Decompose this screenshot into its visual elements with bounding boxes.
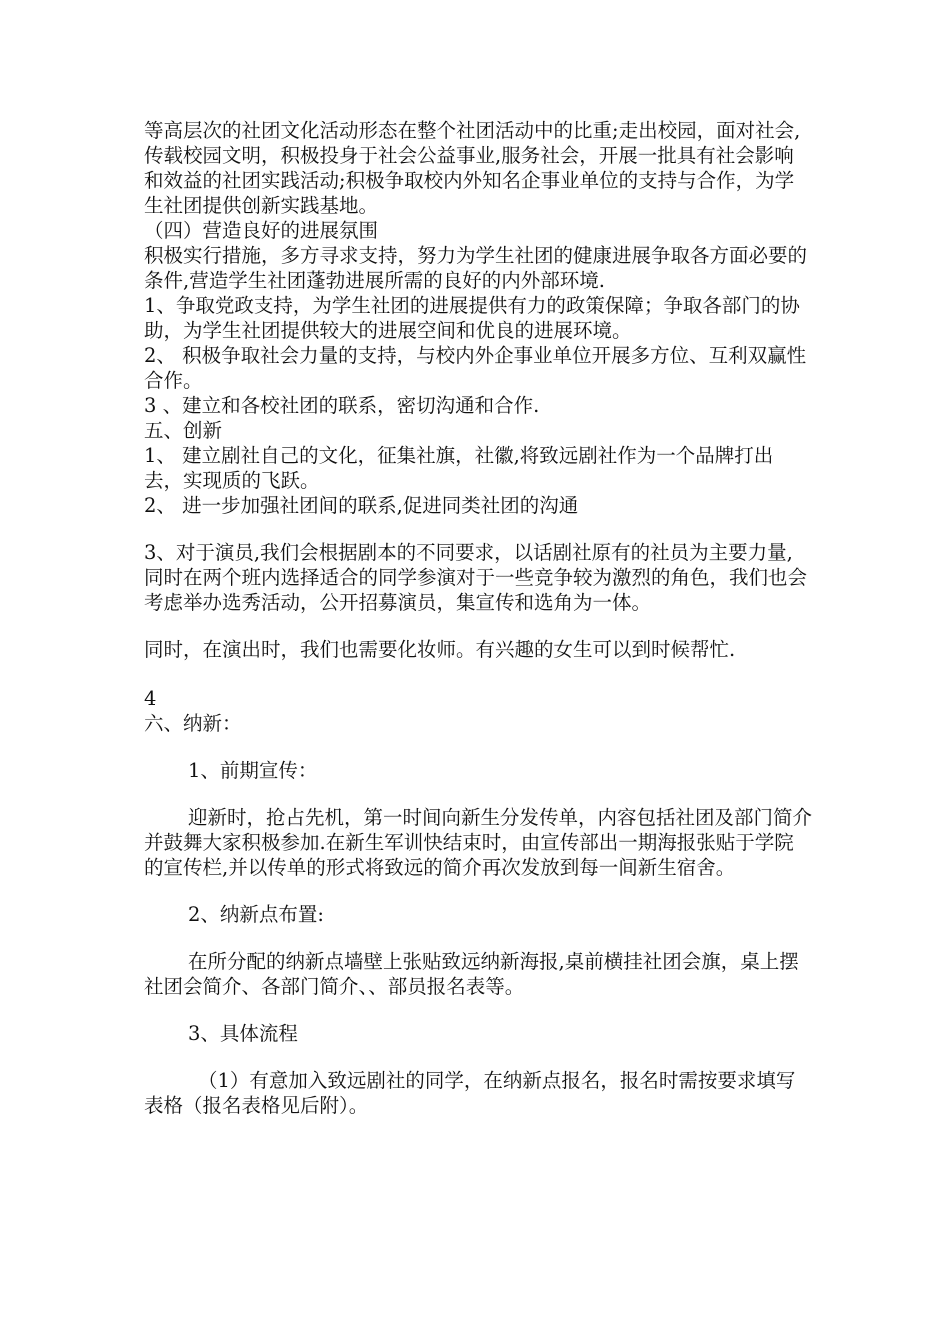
paragraph-booth-setup: 在所分配的纳新点墙壁上张贴致远纳新海报,桌前横挂社团会旗，桌上摆社团会简介、各部门简介、、部员报名表等。 [144, 950, 799, 998]
paragraph-actors: 3、对于演员,我们会根据剧本的不同要求，以话剧社原有的社员为主要力量,同时在两个班内选择适合的同学参演对于一些竞争较为激烈的角色，我们也会考虑举办选秀活动，公开招募演员，集宣传和选角为一体。 [144, 541, 808, 614]
paragraph-innovation-1: 1、 建立剧社自己的文化，征集社旗，社徽,将致远剧社作为一个品牌打出去，实现质的飞跃。 [144, 444, 774, 492]
paragraph-innovation-2: 2、 进一步加强社团间的联系,促进同类社团的沟通 [144, 494, 579, 517]
heading-process: 3、具体流程 [188, 1022, 298, 1045]
paragraph-measures: 积极实行措施，多方寻求支持，努力为学生社团的健康进展争取各方面必要的条件,营造学生社团蓬勃进展所需的良好的内外部环境. [144, 244, 808, 292]
paragraph-item-3: 3 、建立和各校社团的联系，密切沟通和合作. [144, 394, 540, 417]
heading-innovation: 五、创新 [144, 419, 223, 442]
page-number: 4 [144, 687, 157, 710]
paragraph-item-2: 2、 积极争取社会力量的支持，与校内外企事业单位开展多方位、互利双赢性合作。 [144, 344, 807, 392]
heading-recruitment: 六、纳新： [144, 712, 242, 735]
paragraph-makeup: 同时，在演出时，我们也需要化妆师。有兴趣的女生可以到时候帮忙. [144, 638, 736, 661]
paragraph-process-1: （1）有意加入致远剧社的同学，在纳新点报名，报名时需按要求填写表格（报名表格见后附）。 [144, 1069, 796, 1117]
paragraph-activities: 等高层次的社团文化活动形态在整个社团活动中的比重;走出校园，面对社会,传载校园文明，积极投身于社会公益事业,服务社会，开展一批具有社会影响和效益的社团实践活动;积极争取校内外知名企事业单位的支持与合作，为学生社团提供创新实践基地。 [144, 119, 801, 217]
heading-booth-setup: 2、纳新点布置: [188, 903, 324, 926]
heading-atmosphere: （四）营造良好的进展氛围 [144, 219, 379, 242]
heading-publicity: 1、前期宣传： [188, 759, 318, 782]
document-body [144, 118, 812, 1118]
paragraph-publicity: 迎新时，抢占先机，第一时间向新生分发传单，内容包括社团及部门简介并鼓舞大家积极参加.在新生军训快结束时，由宣传部出一期海报张贴于学院的宣传栏,并以传单的形式将致远的简介再次发放到每一间新生宿舍。 [144, 806, 813, 879]
paragraph-item-1: 1、争取党政支持，为学生社团的进展提供有力的政策保障；争取各部门的协助，为学生社团提供较大的进展空间和优良的进展环境。 [144, 294, 800, 342]
